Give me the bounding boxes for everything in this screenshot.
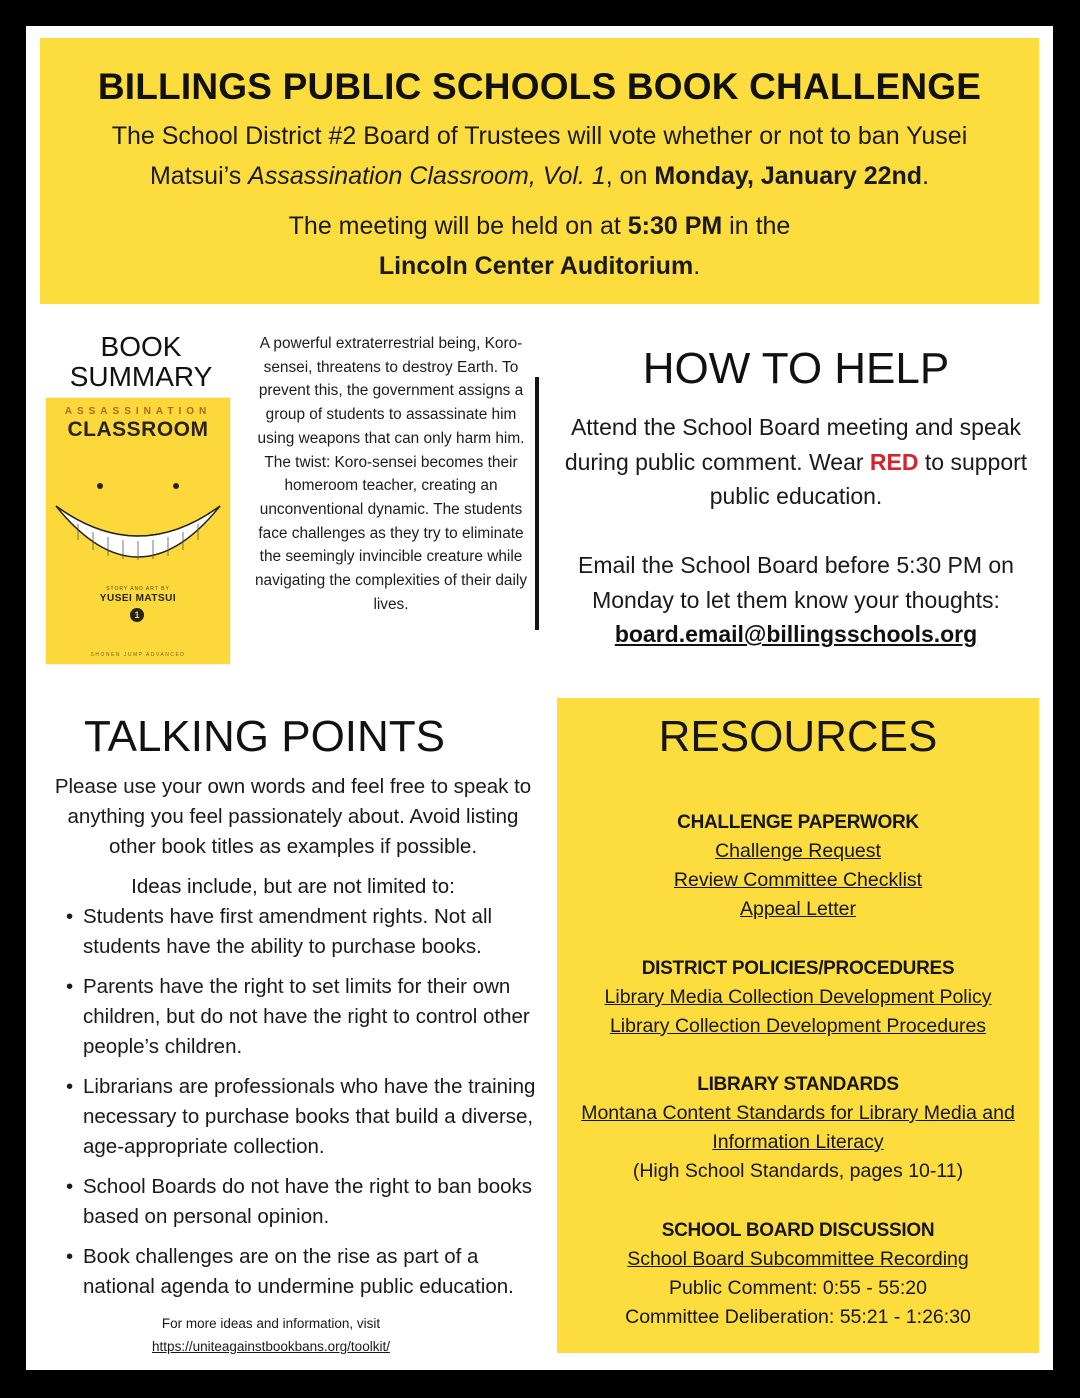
text: . [693,252,701,280]
book-summary-heading [46,332,236,392]
section-heading: CHALLENGE PAPERWORK [677,812,919,833]
point-text: Book challenges are on the rise as part of a national agenda to undermine public education. [83,1245,514,1298]
resource-section-board-discussion [557,1216,1039,1332]
heading-line: SUMMARY [69,361,213,392]
vote-date: Monday, January 22nd [654,162,923,190]
section-heading: LIBRARY STANDARDS [697,1074,899,1095]
challenge-request-link[interactable]: Challenge Request [715,840,881,862]
flyer-title: BILLINGS PUBLIC SCHOOLS BOOK CHALLENGE [97,66,982,107]
collection-procedures-link[interactable]: Library Collection Development Procedures [609,1015,987,1037]
book-cover-image [46,398,230,664]
talking-points-list [56,902,536,1312]
text: to support public education. [709,448,1028,509]
text: in the [722,212,791,240]
talking-points-heading: TALKING POINTS [84,712,446,761]
book-title: Assassination Classroom, Vol. 1 [248,162,606,190]
montana-standards-link[interactable]: Montana Content Standards for Library Media and Information Literacy [581,1102,1015,1153]
board-email-link[interactable]: board.email@billingsschools.org [614,621,978,647]
point-text: Librarians are professionals who have the training necessary to purchase books that build a diverse, age-appropriate collection. [83,1075,536,1158]
cover-series-top: ASSASSINATION [64,406,212,417]
resource-section-library-standards [557,1070,1039,1186]
resources-panel [557,698,1039,1353]
public-comment-timestamp: Public Comment: 0:55 - 55:20 [669,1277,927,1299]
bullet-icon: • [66,905,74,928]
section-heading: SCHOOL BOARD DISCUSSION [661,1220,935,1241]
koro-sensei-face-icon [46,468,230,588]
list-item [56,1072,536,1162]
bullet-icon: • [66,1245,74,1268]
meeting-time: 5:30 PM [627,212,723,240]
resource-section-challenge-paperwork [557,808,1039,924]
list-item [56,1172,536,1232]
deliberation-timestamp: Committee Deliberation: 55:21 - 1:26:30 [625,1306,971,1328]
point-text: Parents have the right to set limits for their own children, but do not have the right to control other people’s children. [83,975,530,1058]
vote-announcement-line1: The School District #2 Board of Trustees will vote whether or not to ban Yusei [111,122,968,150]
point-text: School Boards do not have the right to ban books based on personal opinion. [83,1175,533,1228]
cover-imprint: SHONEN JUMP ADVANCED [90,652,186,658]
book-summary-text: A powerful extraterrestrial being, Koro-sensei, threatens to destroy Earth. To prevent this, the government assigns a group of students to assassinate him using weapons that can only harm him. The twist: Koro-sensei becomes their homeroom teacher, creating an unconventional dynamic. The students face challenges as they try to eliminate the seemingly invincible creature while navigating the complexities of their daily lives. [254,335,528,613]
list-item [56,902,536,962]
more-info [96,1312,446,1358]
header-banner [40,38,1039,304]
more-info-text: For more ideas and information, visit [161,1316,381,1331]
text: Email the School Board before 5:30 PM on Monday to let them know your thoughts: [578,552,1014,613]
email-board-text [546,548,1046,652]
collection-policy-link[interactable]: Library Media Collection Development Policy [604,986,992,1008]
bullet-icon: • [66,1175,74,1198]
meeting-place-line [40,252,1039,281]
text: The meeting will be held on at [288,212,628,240]
resource-section-district-policies [557,954,1039,1041]
bullet-icon: • [66,975,74,998]
point-text: Students have first amendment rights. Not all students have the ability to purchase books. [83,905,493,958]
text: , on [605,162,655,190]
text: . [922,162,930,190]
wear-red-highlight: RED [869,448,919,475]
talking-points-intro: Please use your own words and feel free to speak to anything you feel passionately about. Avoid listing other book titles as examples if possible. [54,775,532,858]
flyer-page [26,26,1053,1370]
section-divider [535,377,539,630]
list-item [56,1242,536,1302]
meeting-place: Lincoln Center Auditorium [378,252,694,280]
text: Attend the School Board meeting and speak during public comment. Wear [564,414,1022,475]
meeting-time-line [40,212,1039,241]
standards-note: (High School Standards, pages 10-11) [632,1160,964,1182]
subcommittee-recording-link[interactable]: School Board Subcommittee Recording [627,1248,969,1270]
vote-announcement-line2 [40,162,1039,191]
cover-author: YUSEI MATSUI [99,593,177,604]
cover-volume-badge: 1 [130,608,144,622]
how-to-help-heading: HOW TO HELP [642,344,950,393]
text: Matsui’s [149,162,249,190]
list-item [56,972,536,1062]
cover-credit: STORY AND ART BY [106,586,170,592]
attend-meeting-text [546,410,1046,514]
cover-series-main: CLASSROOM [67,418,209,441]
appeal-letter-link[interactable]: Appeal Letter [739,898,856,920]
ideas-lead-in: Ideas include, but are not limited to: [131,875,455,898]
heading-line: BOOK [100,331,182,362]
bullet-icon: • [66,1075,74,1098]
review-committee-checklist-link[interactable]: Review Committee Checklist [673,869,923,891]
toolkit-link[interactable]: https://uniteagainstbookbans.org/toolkit/ [152,1339,390,1354]
resources-heading: RESOURCES [658,712,938,761]
section-heading: DISTRICT POLICIES/PROCEDURES [641,958,955,979]
